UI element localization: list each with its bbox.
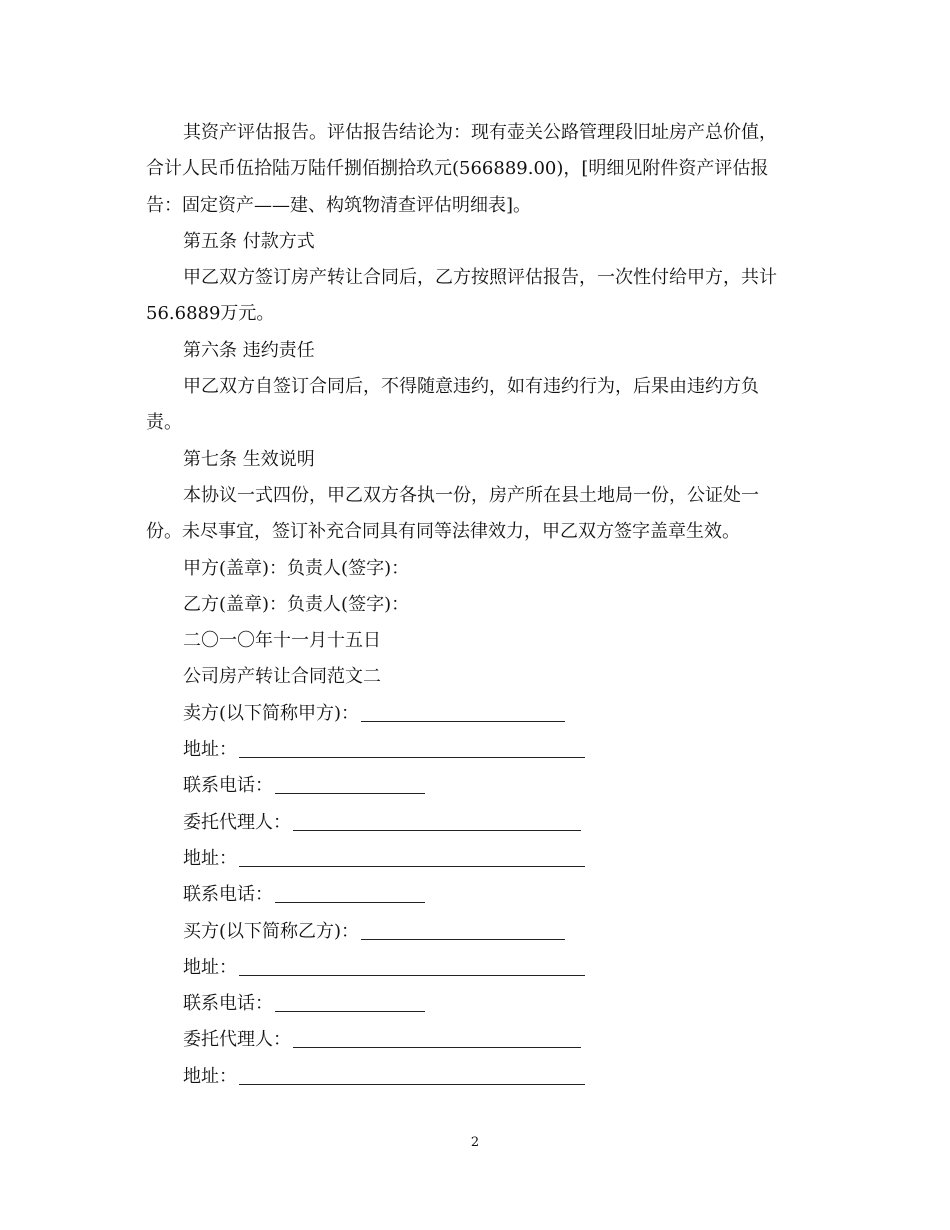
fill-in-blank xyxy=(239,846,585,867)
form-field-phone xyxy=(146,877,806,913)
paragraph-line: 本协议一式四份，甲乙双方各执一份，房产所在县土地局一份，公证处一 xyxy=(183,484,759,506)
fill-in-blank xyxy=(239,1064,585,1085)
paragraph-line: 责。 xyxy=(146,412,182,434)
fill-in-blank xyxy=(275,773,425,794)
signature-line-party-a: 甲方(盖章)：负责人(签字)： xyxy=(183,557,410,579)
form-field-address xyxy=(146,1059,806,1095)
field-label: 联系电话： xyxy=(183,775,273,797)
field-label: 联系电话： xyxy=(183,993,273,1015)
fill-in-blank xyxy=(361,919,565,940)
fill-in-blank xyxy=(293,810,581,831)
form-field-address xyxy=(146,732,806,768)
form-field-address xyxy=(146,841,806,877)
field-label: 地址： xyxy=(183,956,237,978)
article-heading: 第五条 付款方式 xyxy=(183,230,315,252)
form-field-address xyxy=(146,950,806,986)
field-label: 联系电话： xyxy=(183,884,273,906)
field-label: 地址： xyxy=(183,739,237,761)
paragraph-line: 56.6889万元。 xyxy=(146,303,275,325)
section-title: 公司房产转让合同范文二 xyxy=(183,666,381,688)
fill-in-blank xyxy=(275,882,425,903)
fill-in-blank xyxy=(239,955,585,976)
paragraph-line: 其资产评估报告。评估报告结论为：现有壶关公路管理段旧址房产总价值， xyxy=(183,122,777,143)
paragraph-line: 告：固定资产——建、构筑物清查评估明细表]。 xyxy=(146,194,532,216)
form-field-agent xyxy=(146,1022,806,1058)
field-label: 地址： xyxy=(183,1065,237,1087)
form-field-seller xyxy=(146,696,806,732)
fill-in-blank xyxy=(275,991,425,1012)
field-label: 地址： xyxy=(183,847,237,869)
form-field-agent xyxy=(146,805,806,841)
paragraph-line: 甲乙双方签订房产转让合同后，乙方按照评估报告，一次性付给甲方，共计 xyxy=(183,267,777,289)
page-number: 2 xyxy=(470,1135,480,1150)
document-body xyxy=(146,115,806,1095)
field-label: 卖方(以下简称甲方)： xyxy=(183,702,360,724)
form-field-phone xyxy=(146,986,806,1022)
fill-in-blank xyxy=(239,737,585,758)
field-label: 买方(以下简称乙方)： xyxy=(183,920,360,942)
fill-in-blank xyxy=(293,1027,581,1048)
paragraph-line: 甲乙双方自签订合同后，不得随意违约，如有违约行为，后果由违约方负 xyxy=(183,376,759,398)
article-heading: 第六条 违约责任 xyxy=(183,339,315,361)
field-label: 委托代理人： xyxy=(183,1029,291,1051)
field-label: 委托代理人： xyxy=(183,811,291,833)
paragraph-line: 份。未尽事宜，签订补充合同具有同等法律效力，甲乙双方签字盖章生效。 xyxy=(146,521,740,543)
fill-in-blank xyxy=(361,701,565,722)
paragraph-line: 合计人民币伍拾陆万陆仟捌佰捌拾玖元(566889.00)，[明细见附件资产评估报 xyxy=(146,158,769,180)
form-field-phone xyxy=(146,768,806,804)
form-field-buyer xyxy=(146,914,806,950)
article-heading: 第七条 生效说明 xyxy=(183,448,315,470)
signature-line-party-b: 乙方(盖章)：负责人(签字)： xyxy=(183,593,410,615)
date-line: 二〇一〇年十一月十五日 xyxy=(183,630,381,652)
